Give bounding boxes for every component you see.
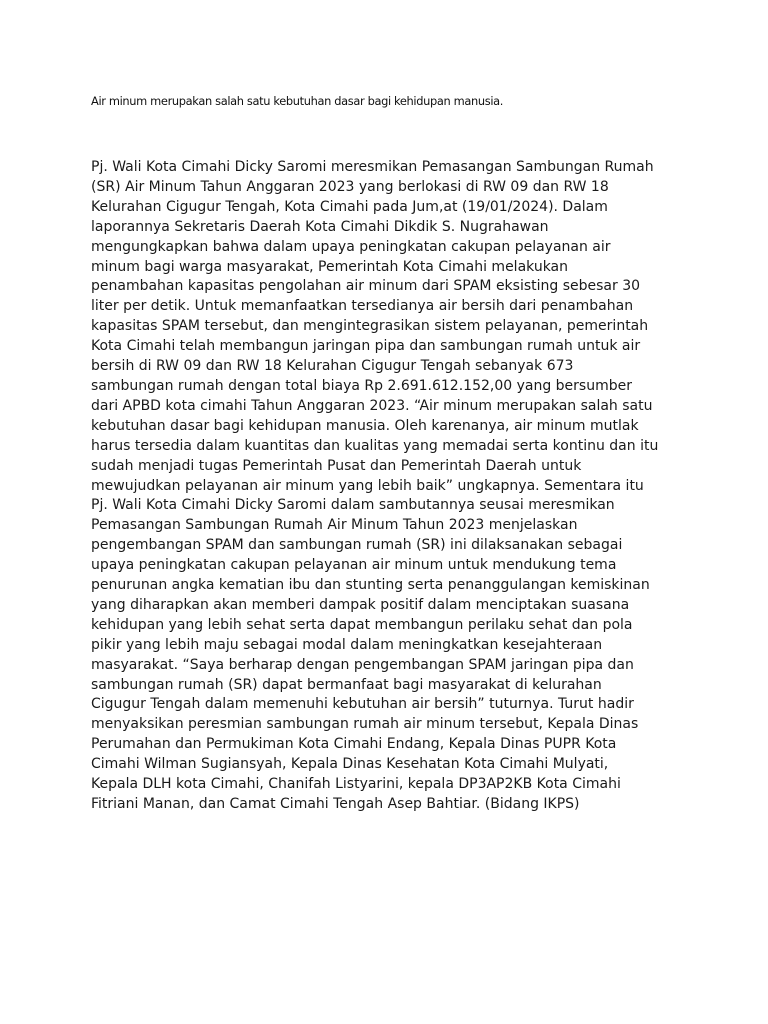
body-line: Pj. Wali Kota Cimahi Dicky Saromi meresmikan Pemasangan Sambungan Rumah [91, 159, 654, 175]
body-line: upaya peningkatan cakupan pelayanan air minum untuk mendukung tema [91, 557, 617, 574]
body-line: Perumahan dan Permukiman Kota Cimahi Endang, Kepala Dinas PUPR Kota [91, 736, 617, 753]
body-line: Fitriani Manan, dan Camat Cimahi Tengah Asep Bahtiar. (Bidang IKPS) [91, 796, 580, 812]
document-subtitle: Air minum merupakan salah satu kebutuhan dasar bagi kehidupan manusia. [91, 94, 504, 108]
body-line: kapasitas SPAM tersebut, dan mengintegrasikan sistem pelayanan, pemerintah [91, 318, 649, 335]
body-line: Kelurahan Cigugur Tengah, Kota Cimahi pada Jum,at (19/01/2024). Dalam [91, 198, 608, 215]
document-body [91, 158, 691, 815]
body-line: masyarakat. “Saya berharap dengan pengembangan SPAM jaringan pipa dan [91, 656, 634, 673]
body-line: Pemasangan Sambungan Rumah Air Minum Tahun 2023 menjelaskan [91, 517, 578, 534]
body-line: Pj. Wali Kota Cimahi Dicky Saromi dalam sambutannya seusai meresmikan [91, 497, 615, 514]
body-line: Kota Cimahi telah membangun jaringan pipa dan sambungan rumah untuk air [91, 338, 641, 355]
body-line: kebutuhan dasar bagi kehidupan manusia. Oleh karenanya, air minum mutlak [91, 417, 639, 434]
body-line: minum bagi warga masyarakat, Pemerintah Kota Cimahi melakukan [91, 258, 569, 275]
body-line: mengungkapkan bahwa dalam upaya peningkatan cakupan pelayanan air [91, 238, 611, 255]
body-line: dari APBD kota cimahi Tahun Anggaran 2023. “Air minum merupakan salah satu [91, 397, 653, 414]
body-line: menyaksikan peresmian sambungan rumah air minum tersebut, Kepala Dinas [91, 716, 639, 733]
body-line: Cigugur Tengah dalam memenuhi kebutuhan air bersih” tuturnya. Turut hadir [91, 696, 634, 713]
body-line: pengembangan SPAM dan sambungan rumah (SR) ini dilaksanakan sebagai [91, 537, 623, 554]
body-line: pikir yang lebih maju sebagai modal dalam meningkatkan kesejahteraan [91, 636, 603, 653]
body-line: liter per detik. Untuk memanfaatkan tersedianya air bersih dari penambahan [91, 298, 634, 315]
body-line: penambahan kapasitas pengolahan air minum dari SPAM eksisting sebesar 30 [91, 278, 641, 295]
body-line: sambungan rumah (SR) dapat bermanfaat bagi masyarakat di kelurahan [91, 676, 602, 693]
body-line: Kepala DLH kota Cimahi, Chanifah Listyarini, kepala DP3AP2KB Kota Cimahi [91, 776, 621, 793]
body-line: yang diharapkan akan memberi dampak positif dalam menciptakan suasana [91, 596, 630, 613]
body-line: penurunan angka kematian ibu dan stunting serta penanggulangan kemiskinan [91, 577, 650, 594]
body-line: Cimahi Wilman Sugiansyah, Kepala Dinas Kesehatan Kota Cimahi Mulyati, [91, 756, 609, 773]
body-line: mewujudkan pelayanan air minum yang lebih baik” ungkapnya. Sementara itu [91, 477, 644, 494]
body-line: (SR) Air Minum Tahun Anggaran 2023 yang berlokasi di RW 09 dan RW 18 [91, 178, 609, 195]
body-line: laporannya Sekretaris Daerah Kota Cimahi Dikdik S. Nugrahawan [91, 218, 549, 235]
body-line: sambungan rumah dengan total biaya Rp 2.691.612.152,00 yang bersumber [91, 377, 632, 394]
body-line: harus tersedia dalam kuantitas dan kualitas yang memadai serta kontinu dan itu [91, 437, 659, 454]
body-line: bersih di RW 09 dan RW 18 Kelurahan Cigugur Tengah sebanyak 673 [91, 358, 574, 375]
body-line: sudah menjadi tugas Pemerintah Pusat dan Pemerintah Daerah untuk [91, 457, 582, 474]
body-line: kehidupan yang lebih sehat serta dapat membangun perilaku sehat dan pola [91, 616, 633, 633]
